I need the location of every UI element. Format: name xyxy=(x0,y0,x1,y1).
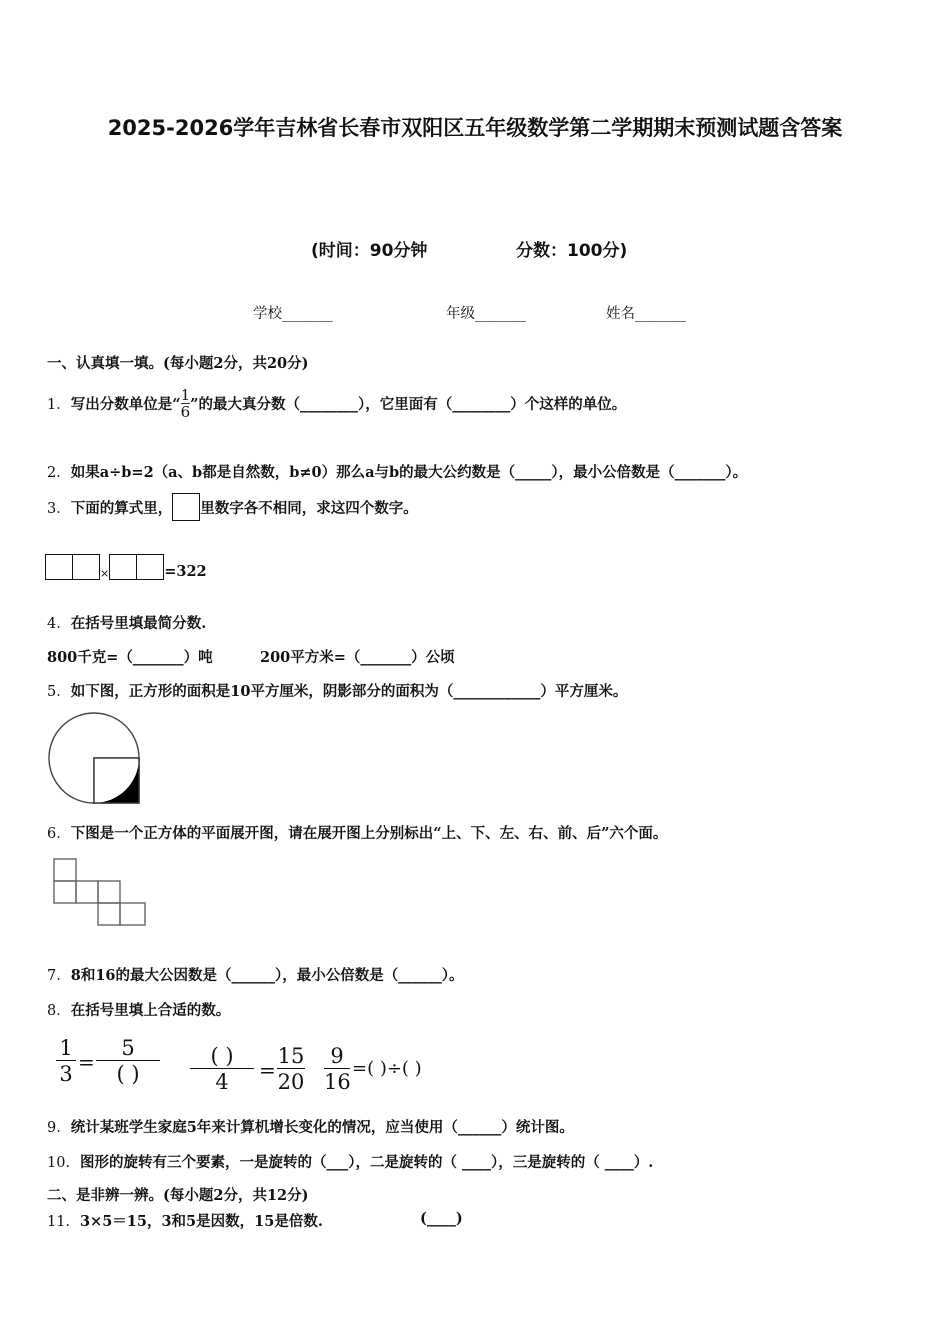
question-text: 在括号里填上合适的数。 xyxy=(70,1002,231,1019)
digit-box[interactable] xyxy=(137,554,164,580)
question-number: 2． xyxy=(47,465,71,481)
digit-box[interactable] xyxy=(73,554,100,580)
question-text: 下面的算式里， xyxy=(70,499,173,517)
question-number: 3． xyxy=(47,500,71,517)
question-text: 图形的旋转有三个要素，一是旋转的（___），二是旋转的（ ____），三是旋转的（ ____）. xyxy=(79,1154,654,1171)
fraction-15-20 xyxy=(277,1044,305,1095)
denominator: 3 xyxy=(56,1060,76,1087)
question-5 xyxy=(47,680,627,701)
net-face[interactable] xyxy=(98,903,120,925)
cube-net-figure xyxy=(50,855,150,933)
exam-score: 分数：100分) xyxy=(516,241,628,261)
net-face[interactable] xyxy=(54,859,76,881)
question-number: 1． xyxy=(47,396,71,413)
digit-box-icon xyxy=(172,493,200,521)
question-3 xyxy=(47,492,418,522)
question-number: 6． xyxy=(47,826,71,842)
name-field[interactable]: 姓名_______ xyxy=(606,306,686,322)
question-7 xyxy=(47,964,464,985)
equation-result: =322 xyxy=(164,563,207,580)
question-text: 如果a÷b=2（a、b都是自然数，b≠0）那么a与b的最大公约数是（_____），最小公倍数是（_______）。 xyxy=(70,464,748,481)
net-face[interactable] xyxy=(120,903,145,925)
fraction-unit xyxy=(181,387,191,420)
page-title: 2025-2026学年吉林省长春市双阳区五年级数学第二学期期末预测试题含答案 xyxy=(107,116,843,140)
q4-part-1: 800千克=（_______）吨 xyxy=(47,649,213,666)
equals-sign: = xyxy=(78,1050,95,1074)
question-number: 11． xyxy=(47,1214,80,1230)
equation-322 xyxy=(45,550,207,580)
question-number: 4． xyxy=(47,616,71,632)
equals-sign: = xyxy=(259,1058,276,1082)
circle-square-figure xyxy=(46,710,146,810)
fraction-9-16 xyxy=(324,1044,350,1095)
numerator: 9 xyxy=(330,1044,344,1068)
fraction-1-3 xyxy=(56,1036,76,1087)
answer-blank[interactable]: (____) xyxy=(420,1210,463,1227)
numerator-blank[interactable]: ( ) xyxy=(210,1044,234,1068)
question-text: 统计某班学生家庭5年来计算机增长变化的情况，应当使用（______）统计图。 xyxy=(70,1119,574,1136)
school-field[interactable]: 学校_______ xyxy=(253,306,333,322)
question-number: 9． xyxy=(47,1120,71,1136)
question-2 xyxy=(47,461,747,482)
question-text: 3×5＝15，3和5是因数，15是倍数. xyxy=(79,1213,323,1230)
net-face[interactable] xyxy=(54,881,76,903)
question-text: 里数字各不相同，求这四个数字。 xyxy=(200,499,418,517)
question-text: ”的最大真分数（________），它里面有（________）个这样的单位。 xyxy=(190,395,627,413)
net-face[interactable] xyxy=(76,881,98,903)
fraction-blank-4 xyxy=(190,1044,254,1095)
question-10 xyxy=(47,1151,653,1172)
question-1 xyxy=(47,378,626,428)
question-number: 7． xyxy=(47,968,71,984)
denominator: 4 xyxy=(190,1068,254,1095)
numerator: 1 xyxy=(59,1036,73,1060)
question-number: 10． xyxy=(47,1155,80,1171)
grade-field[interactable]: 年级_______ xyxy=(446,306,526,322)
question-8 xyxy=(47,999,230,1020)
question-9 xyxy=(47,1116,574,1137)
numerator: 5 xyxy=(121,1036,135,1060)
denominator: 16 xyxy=(324,1070,351,1094)
question-number: 5． xyxy=(47,684,71,700)
fraction-numerator: 1 xyxy=(180,385,191,404)
question-text: 写出分数单位是“ xyxy=(70,395,181,413)
q4-part-2: 200平方米=（_______）公顷 xyxy=(260,649,455,666)
question-4 xyxy=(47,612,206,633)
question-text: 如下图，正方形的面积是10平方厘米，阴影部分的面积为（____________）平方厘米。 xyxy=(70,683,628,700)
question-6 xyxy=(47,822,667,843)
fraction-denominator: 6 xyxy=(180,402,191,421)
question-text: 下图是一个正方体的平面展开图，请在展开图上分别标出“上、下、左、右、前、后”六个面。 xyxy=(70,825,668,842)
times-sign: × xyxy=(100,567,110,580)
section-2-heading: 二、是非辨一辨。(每小题2分，共12分) xyxy=(47,1187,309,1204)
digit-box[interactable] xyxy=(109,554,137,580)
denominator-blank[interactable]: ( ) xyxy=(96,1060,160,1087)
denominator: 20 xyxy=(277,1070,305,1094)
numerator: 15 xyxy=(277,1044,305,1068)
question-number: 8． xyxy=(47,1003,71,1019)
division-blanks[interactable]: =( )÷( ) xyxy=(352,1058,422,1079)
fraction-5-blank xyxy=(96,1036,160,1087)
digit-box[interactable] xyxy=(45,554,73,580)
question-11 xyxy=(47,1210,323,1231)
question-text: 8和16的最大公因数是（______），最小公倍数是（______）。 xyxy=(70,967,464,984)
question-text: 在括号里填最简分数. xyxy=(70,615,207,632)
net-face[interactable] xyxy=(98,881,120,903)
section-1-heading: 一、认真填一填。(每小题2分，共20分) xyxy=(47,355,309,372)
exam-time: (时间：90分钟 xyxy=(311,241,428,261)
